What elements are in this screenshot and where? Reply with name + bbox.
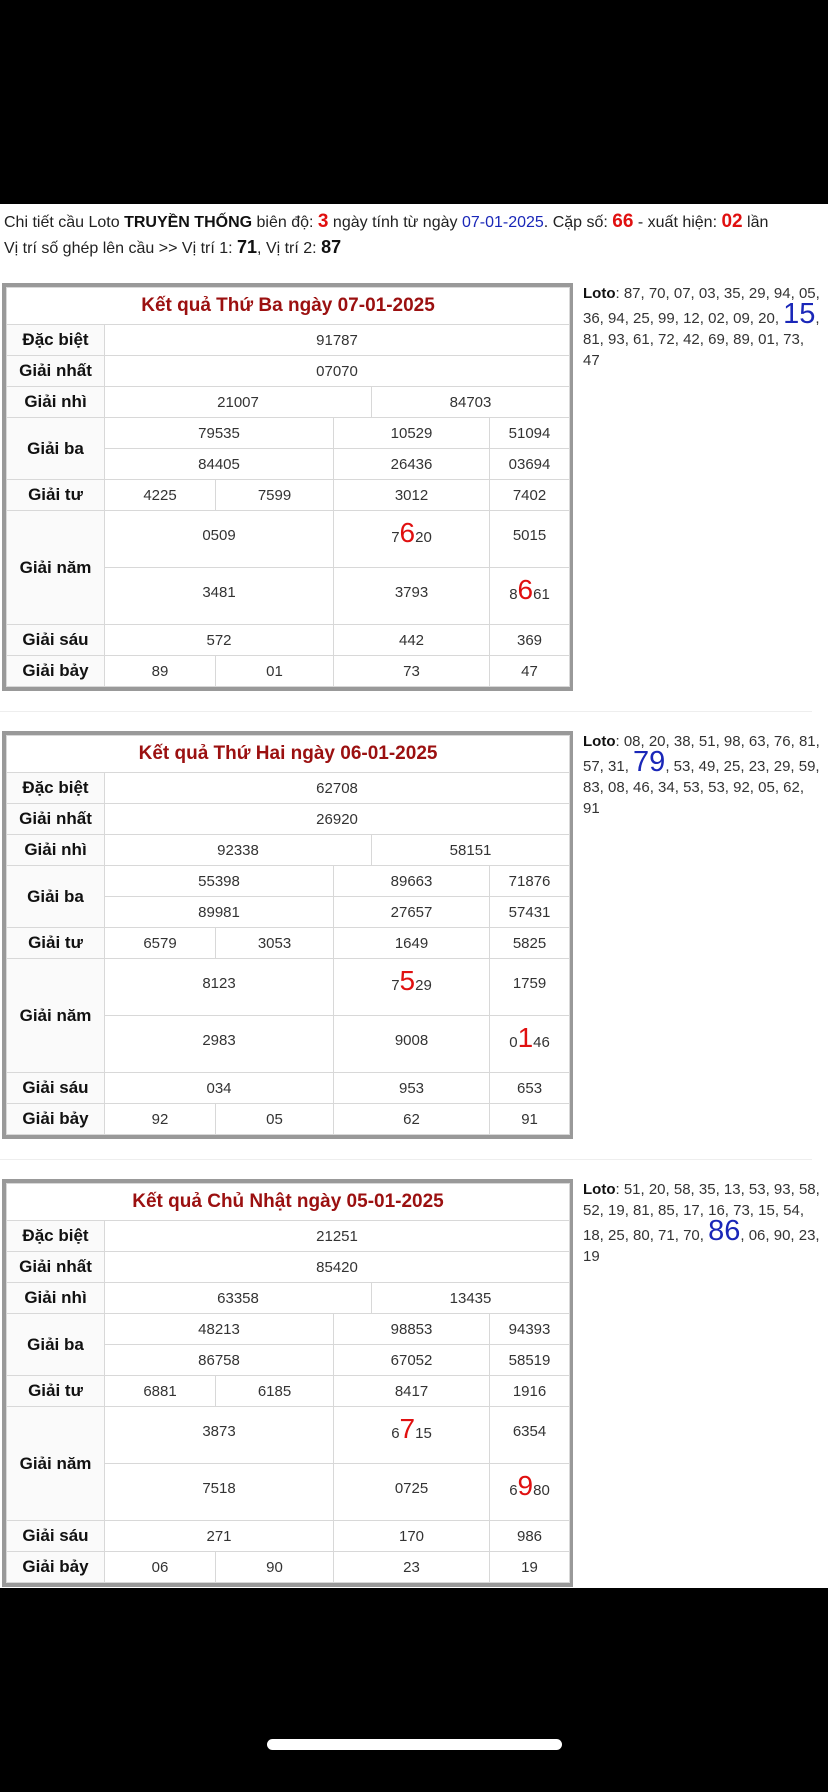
fourth-prize-cell: 6185 bbox=[216, 1376, 334, 1407]
section-divider bbox=[0, 711, 812, 712]
third-prize-cell: 67052 bbox=[334, 1345, 490, 1376]
loto-values: , 53, 49, 25, 23, 29, 59, 83, 08, 46, 34, 53, 53, 92, 05, 62, 91 bbox=[583, 758, 820, 817]
position-2-value: 87 bbox=[321, 237, 342, 257]
fifth-prize-cell bbox=[490, 1407, 570, 1464]
result-table-0 bbox=[2, 283, 573, 691]
fourth-prize-cell: 7599 bbox=[216, 480, 334, 511]
second-prize-cell: 84703 bbox=[372, 387, 570, 418]
third-prize-cell: 48213 bbox=[105, 1314, 334, 1345]
label-fifth: Giải năm bbox=[7, 511, 105, 625]
third-prize-cell: 86758 bbox=[105, 1345, 334, 1376]
third-prize-cell: 27657 bbox=[334, 897, 490, 928]
label-second: Giải nhì bbox=[7, 387, 105, 418]
third-prize-cell: 58519 bbox=[490, 1345, 570, 1376]
fifth-prize-digits: 5015 bbox=[512, 527, 547, 544]
seventh-prize-cell: 01 bbox=[216, 656, 334, 687]
fifth-prize-digits: 3481 bbox=[202, 584, 236, 601]
intro-text: lần bbox=[742, 214, 769, 231]
loto-key: Loto bbox=[583, 285, 616, 302]
sixth-prize-cell: 034 bbox=[105, 1073, 334, 1104]
loto-values: , 06, 90, 23, 19 bbox=[583, 1227, 820, 1265]
second-prize-cell: 92338 bbox=[105, 835, 372, 866]
position-1-value: 71 bbox=[237, 237, 258, 257]
home-indicator[interactable] bbox=[267, 1739, 562, 1750]
fourth-prize-cell: 1916 bbox=[490, 1376, 570, 1407]
intro-line-1 bbox=[4, 212, 824, 233]
fifth-prize-cell bbox=[105, 511, 334, 568]
sixth-prize-cell: 986 bbox=[490, 1521, 570, 1552]
fourth-prize-cell: 7402 bbox=[490, 480, 570, 511]
seventh-prize-cell: 05 bbox=[216, 1104, 334, 1135]
fifth-prize-cell bbox=[334, 959, 490, 1016]
fifth-prize-cell bbox=[490, 1016, 570, 1073]
label-special: Đặc biệt bbox=[7, 325, 105, 356]
seventh-prize-cell: 47 bbox=[490, 656, 570, 687]
fifth-prize-digits: 6354 bbox=[512, 1423, 547, 1440]
sixth-prize-cell: 170 bbox=[334, 1521, 490, 1552]
fifth-prize-cell bbox=[105, 1016, 334, 1073]
second-prize-cell: 63358 bbox=[105, 1283, 372, 1314]
seventh-prize-cell: 89 bbox=[105, 656, 216, 687]
label-sixth: Giải sáu bbox=[7, 1073, 105, 1104]
intro-line-2 bbox=[4, 237, 824, 259]
label-second: Giải nhì bbox=[7, 835, 105, 866]
highlighted-digit: 9 bbox=[517, 1470, 534, 1501]
special-prize: 62708 bbox=[105, 773, 570, 804]
fifth-prize-digits: 1759 bbox=[512, 975, 547, 992]
fourth-prize-cell: 8417 bbox=[334, 1376, 490, 1407]
intro-text: Chi tiết cầu Loto bbox=[4, 214, 125, 231]
loto-list bbox=[583, 731, 823, 819]
label-third: Giải ba bbox=[7, 866, 105, 928]
label-first: Giải nhất bbox=[7, 1252, 105, 1283]
highlighted-digit: 1 bbox=[517, 1022, 534, 1053]
third-prize-cell: 89981 bbox=[105, 897, 334, 928]
seventh-prize-cell: 92 bbox=[105, 1104, 216, 1135]
fifth-prize-digits: 7 bbox=[391, 529, 400, 546]
bottom-bar-area bbox=[0, 1588, 828, 1792]
second-prize-cell: 58151 bbox=[372, 835, 570, 866]
label-seventh: Giải bảy bbox=[7, 1552, 105, 1583]
label-fifth: Giải năm bbox=[7, 1407, 105, 1521]
intro-text: Vị trí số ghép lên cầu >> Vị trí 1: bbox=[4, 240, 238, 257]
loto-values: : 87, 70, 07, 03, 35, 29, 94, 05, 36, 94, 25, 99, 12, 02, 09, 20, bbox=[583, 285, 820, 327]
highlighted-digit: 6 bbox=[517, 574, 534, 605]
label-special: Đặc biệt bbox=[7, 773, 105, 804]
intro-text: biên độ: bbox=[252, 214, 318, 231]
fifth-prize-cell bbox=[105, 568, 334, 625]
seventh-prize-cell: 91 bbox=[490, 1104, 570, 1135]
from-date-value: 07-01-2025 bbox=[461, 214, 544, 231]
fourth-prize-cell: 1649 bbox=[334, 928, 490, 959]
fifth-prize-digits: 9008 bbox=[394, 1032, 429, 1049]
fifth-prize-cell bbox=[334, 1464, 490, 1521]
result-table-1 bbox=[2, 731, 573, 1139]
seventh-prize-cell: 62 bbox=[334, 1104, 490, 1135]
special-prize: 21251 bbox=[105, 1221, 570, 1252]
fifth-prize-digits: 0725 bbox=[394, 1480, 429, 1497]
fifth-prize-digits: 8123 bbox=[202, 975, 236, 992]
fifth-prize-digits: 80 bbox=[533, 1482, 550, 1499]
fifth-prize-cell bbox=[334, 511, 490, 568]
third-prize-cell: 71876 bbox=[490, 866, 570, 897]
result-title: Kết quả Chủ Nhật ngày 05-01-2025 bbox=[7, 1184, 570, 1221]
loto-values: , 81, 93, 61, 72, 42, 69, 89, 01, 73, 47 bbox=[583, 310, 820, 369]
first-prize: 85420 bbox=[105, 1252, 570, 1283]
sixth-prize-cell: 653 bbox=[490, 1073, 570, 1104]
sixth-prize-cell: 953 bbox=[334, 1073, 490, 1104]
fourth-prize-cell: 3053 bbox=[216, 928, 334, 959]
seventh-prize-cell: 23 bbox=[334, 1552, 490, 1583]
label-third: Giải ba bbox=[7, 418, 105, 480]
highlighted-digit: 7 bbox=[399, 1413, 416, 1444]
sixth-prize-cell: 442 bbox=[334, 625, 490, 656]
fifth-prize-digits: 8 bbox=[509, 586, 518, 603]
loto-values: : 08, 20, 38, 51, 98, 63, 76, 81, 57, 31, bbox=[583, 733, 820, 775]
intro-text: , Vị trí 2: bbox=[257, 240, 322, 257]
fifth-prize-digits: 29 bbox=[415, 977, 432, 994]
fifth-prize-digits: 3793 bbox=[394, 584, 429, 601]
label-first: Giải nhất bbox=[7, 356, 105, 387]
second-prize-cell: 21007 bbox=[105, 387, 372, 418]
intro-text: ngày tính từ ngày bbox=[328, 214, 462, 231]
seventh-prize-cell: 06 bbox=[105, 1552, 216, 1583]
third-prize-cell: 89663 bbox=[334, 866, 490, 897]
loto-key: Loto bbox=[583, 1181, 616, 1198]
loto-values: : 51, 20, 58, 35, 13, 53, 93, 58, 52, 19, 81, 85, 17, 16, 73, 15, 54, 18, 25, 80, 71, 70, bbox=[583, 1181, 820, 1244]
loto-list bbox=[583, 283, 823, 371]
fifth-prize-digits: 7518 bbox=[202, 1480, 236, 1497]
third-prize-cell: 98853 bbox=[334, 1314, 490, 1345]
status-bar-area bbox=[0, 0, 828, 204]
intro-text: - xuất hiện: bbox=[633, 214, 722, 231]
label-fourth: Giải tư bbox=[7, 928, 105, 959]
label-second: Giải nhì bbox=[7, 1283, 105, 1314]
third-prize-cell: 10529 bbox=[334, 418, 490, 449]
fifth-prize-digits: 20 bbox=[415, 529, 432, 546]
fourth-prize-cell: 5825 bbox=[490, 928, 570, 959]
section-divider bbox=[0, 1159, 812, 1160]
third-prize-cell: 03694 bbox=[490, 449, 570, 480]
first-prize: 26920 bbox=[105, 804, 570, 835]
third-prize-cell: 51094 bbox=[490, 418, 570, 449]
loto-highlight: 86 bbox=[708, 1215, 741, 1247]
fourth-prize-cell: 3012 bbox=[334, 480, 490, 511]
fifth-prize-digits: 7 bbox=[391, 977, 400, 994]
fifth-prize-digits: 15 bbox=[415, 1425, 432, 1442]
fifth-prize-digits: 2983 bbox=[202, 1032, 236, 1049]
fifth-prize-digits: 6 bbox=[391, 1425, 400, 1442]
fifth-prize-cell bbox=[490, 1464, 570, 1521]
loto-key: Loto bbox=[583, 733, 616, 750]
result-table-2 bbox=[2, 1179, 573, 1587]
first-prize: 07070 bbox=[105, 356, 570, 387]
highlighted-digit: 6 bbox=[399, 517, 416, 548]
amplitude-value: 3 bbox=[317, 211, 329, 232]
label-seventh: Giải bảy bbox=[7, 656, 105, 687]
fifth-prize-digits: 0 bbox=[509, 1034, 518, 1051]
third-prize-cell: 55398 bbox=[105, 866, 334, 897]
fifth-prize-digits: 3873 bbox=[202, 1423, 236, 1440]
fourth-prize-cell: 6881 bbox=[105, 1376, 216, 1407]
seventh-prize-cell: 90 bbox=[216, 1552, 334, 1583]
loto-highlight: 15 bbox=[783, 298, 816, 330]
label-sixth: Giải sáu bbox=[7, 1521, 105, 1552]
third-prize-cell: 57431 bbox=[490, 897, 570, 928]
third-prize-cell: 26436 bbox=[334, 449, 490, 480]
label-fifth: Giải năm bbox=[7, 959, 105, 1073]
fifth-prize-cell bbox=[490, 511, 570, 568]
label-fourth: Giải tư bbox=[7, 1376, 105, 1407]
fifth-prize-digits: 6 bbox=[509, 1482, 518, 1499]
fifth-prize-digits: 46 bbox=[533, 1034, 550, 1051]
sixth-prize-cell: 572 bbox=[105, 625, 334, 656]
label-fourth: Giải tư bbox=[7, 480, 105, 511]
intro-text: . Cặp số: bbox=[543, 214, 613, 231]
loto-list bbox=[583, 1179, 823, 1267]
sixth-prize-cell: 369 bbox=[490, 625, 570, 656]
label-seventh: Giải bảy bbox=[7, 1104, 105, 1135]
fifth-prize-digits: 0509 bbox=[202, 527, 236, 544]
fifth-prize-cell bbox=[334, 1016, 490, 1073]
fourth-prize-cell: 4225 bbox=[105, 480, 216, 511]
label-sixth: Giải sáu bbox=[7, 625, 105, 656]
fifth-prize-cell bbox=[490, 959, 570, 1016]
pair-value: 66 bbox=[612, 211, 634, 232]
fifth-prize-cell bbox=[334, 568, 490, 625]
highlighted-digit: 5 bbox=[399, 965, 416, 996]
fifth-prize-cell bbox=[105, 1464, 334, 1521]
second-prize-cell: 13435 bbox=[372, 1283, 570, 1314]
third-prize-cell: 94393 bbox=[490, 1314, 570, 1345]
result-title: Kết quả Thứ Ba ngày 07-01-2025 bbox=[7, 288, 570, 325]
third-prize-cell: 79535 bbox=[105, 418, 334, 449]
brand-text: TRUYỀN THỐNG bbox=[124, 214, 253, 231]
third-prize-cell: 84405 bbox=[105, 449, 334, 480]
appear-count: 02 bbox=[721, 211, 743, 232]
sixth-prize-cell: 271 bbox=[105, 1521, 334, 1552]
result-title: Kết quả Thứ Hai ngày 06-01-2025 bbox=[7, 736, 570, 773]
label-special: Đặc biệt bbox=[7, 1221, 105, 1252]
fifth-prize-cell bbox=[105, 959, 334, 1016]
fifth-prize-digits: 61 bbox=[533, 586, 550, 603]
label-first: Giải nhất bbox=[7, 804, 105, 835]
loto-highlight: 79 bbox=[633, 746, 666, 778]
label-third: Giải ba bbox=[7, 1314, 105, 1376]
seventh-prize-cell: 73 bbox=[334, 656, 490, 687]
fourth-prize-cell: 6579 bbox=[105, 928, 216, 959]
seventh-prize-cell: 19 bbox=[490, 1552, 570, 1583]
fifth-prize-cell bbox=[490, 568, 570, 625]
fifth-prize-cell bbox=[334, 1407, 490, 1464]
special-prize: 91787 bbox=[105, 325, 570, 356]
fifth-prize-cell bbox=[105, 1407, 334, 1464]
